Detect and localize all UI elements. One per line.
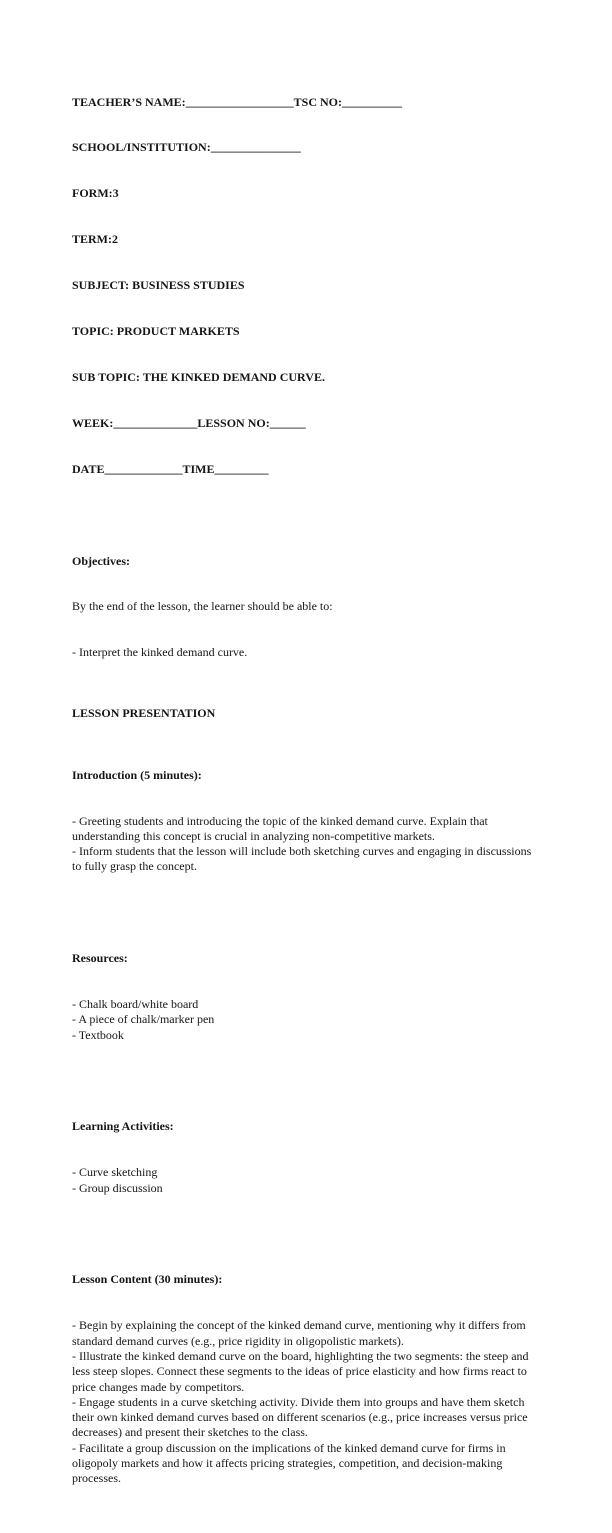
form-line: FORM:3 [72, 186, 119, 201]
learning-activities-section [72, 1089, 547, 1227]
lesson-presentation-heading: LESSON PRESENTATION [72, 706, 216, 721]
objectives-heading: Objectives: [72, 553, 130, 568]
introduction-heading: Introduction (5 minutes): [72, 767, 202, 782]
resources-section [72, 921, 547, 1074]
objectives-intro: By the end of the lesson, the learner should be able to: [72, 599, 333, 614]
learning-activities-heading: Learning Activities: [72, 1119, 174, 1134]
subject-line: SUBJECT: BUSINESS STUDIES [72, 278, 245, 293]
term-line: TERM:2 [72, 232, 118, 247]
teacher-name-tsc-line: TEACHER’S NAME:__________________TSC NO:__________ [72, 94, 403, 109]
subtopic-line: SUB TOPIC: THE KINKED DEMAND CURVE. [72, 369, 325, 384]
resources-heading: Resources: [72, 951, 128, 966]
lesson-content-body: - Begin by explaining the concept of the kinked demand curve, mentioning why it differs from standard demand curves (e.g., price rigidity in oligopolistic markets). - Illustrate the kinked demand curve on the board, highlighting the two segments: the steep and less steep slopes. Connect these segments to the ideas of price elasticity and how firms react to price changes made by competitors. - Engage students in a curve sketching activity. Divide them into groups and have them sketch their own kinked demand curves based on different scenarios (e.g., price increases versus price decreases) and present their sketches to the class. - Facilitate a group discussion on the implications of the kinked demand curve for firms in oligopoly markets and how it affects pricing strategies, competition, and decision-making processes. [72, 1318, 529, 1486]
school-institution-line: SCHOOL/INSTITUTION:_______________ [72, 140, 301, 155]
lesson-content-section [72, 1242, 547, 1517]
learning-activities-list: - Curve sketching - Group discussion [72, 1165, 163, 1195]
introduction-body: - Greeting students and introducing the topic of the kinked demand curve. Explain that understanding this concept is crucial in analyzing non-competitive markets. - Inform students that the lesson will include both sketching curves and engaging in discussions to fully grasp the concept. [72, 813, 532, 874]
date-time-line: DATE_____________TIME_________ [72, 461, 269, 476]
page-content [72, 64, 547, 1533]
lesson-content-heading: Lesson Content (30 minutes): [72, 1272, 223, 1287]
topic-line: TOPIC: PRODUCT MARKETS [72, 324, 240, 339]
objectives-section [72, 523, 547, 691]
resources-list: - Chalk board/white board - A piece of chalk/marker pen - Textbook [72, 997, 215, 1042]
header-block [72, 64, 547, 508]
objectives-list: - Interpret the kinked demand curve. [72, 645, 248, 660]
week-lesson-line: WEEK:______________LESSON NO:______ [72, 415, 306, 430]
introduction-section [72, 737, 547, 905]
